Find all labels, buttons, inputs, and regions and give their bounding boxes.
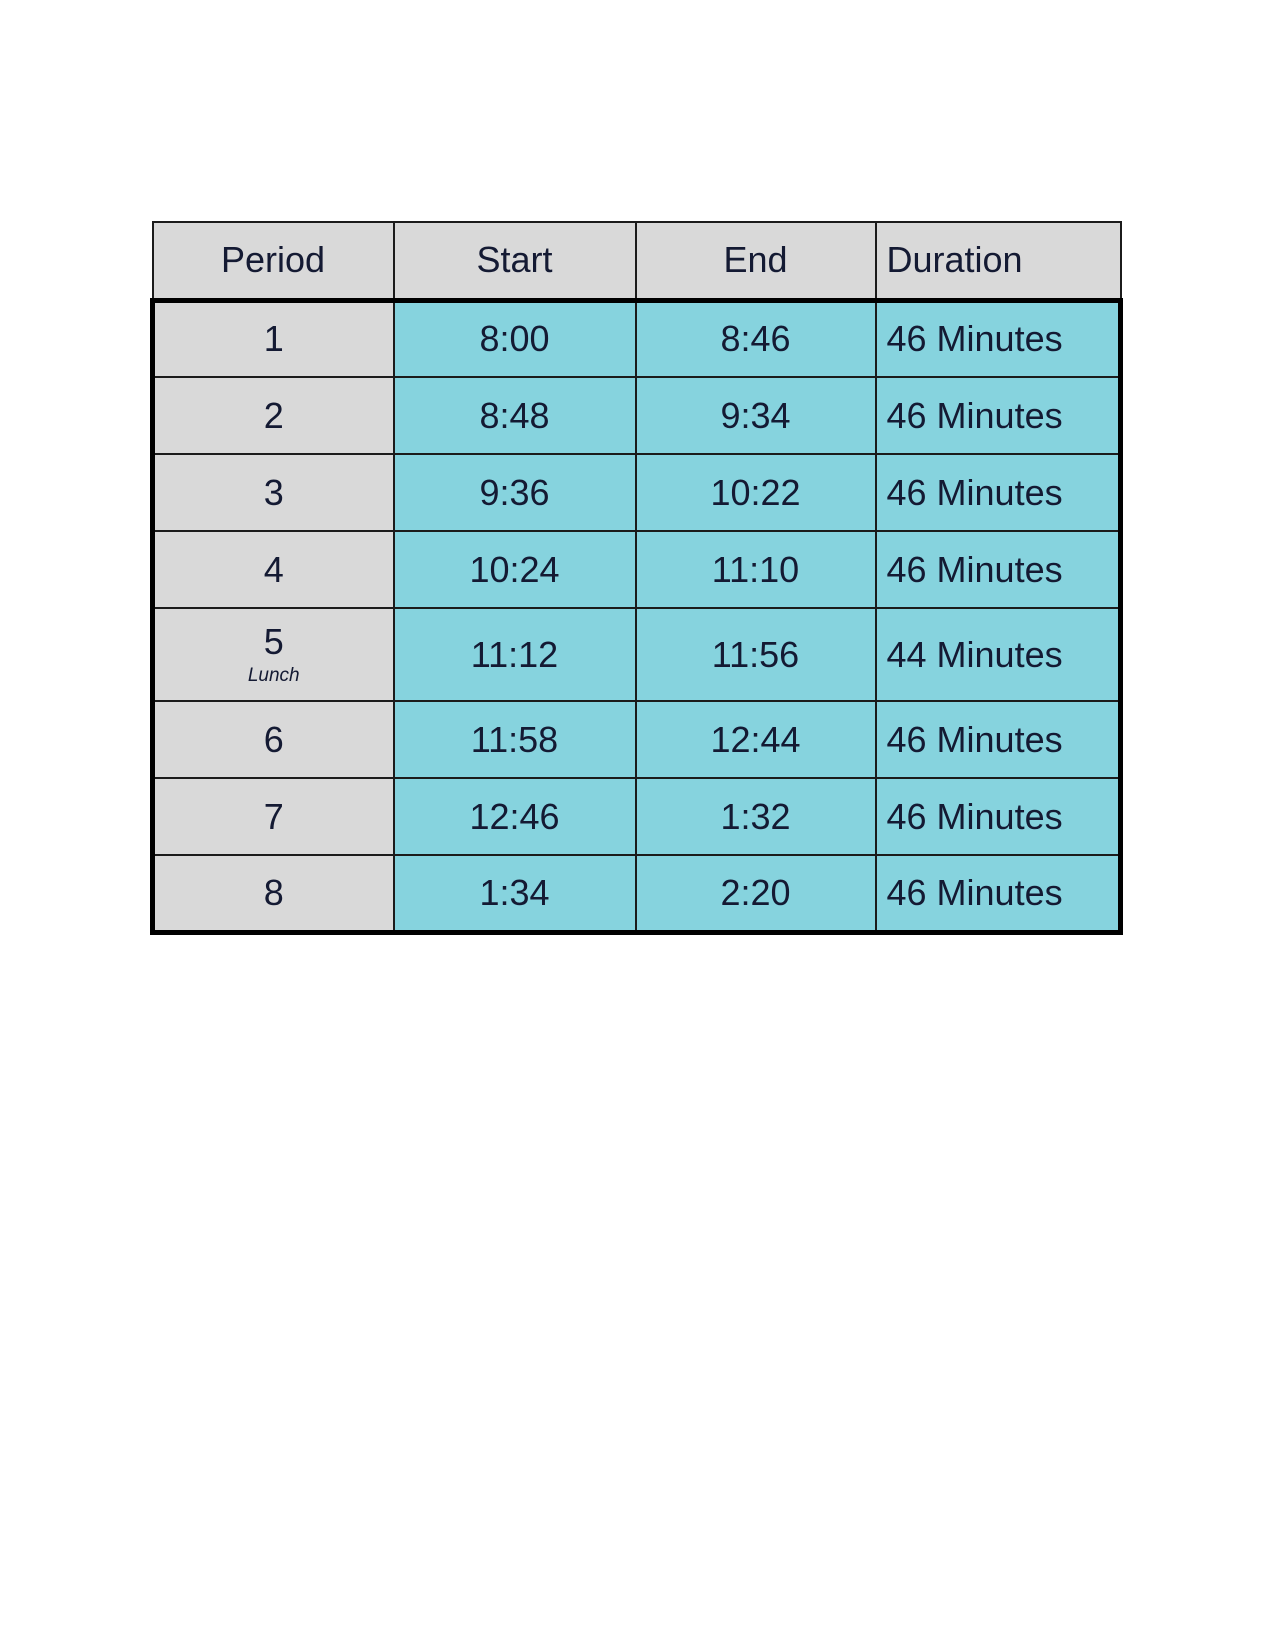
period-number: 4	[263, 548, 284, 590]
start-time-cell: 8:00	[394, 300, 636, 377]
end-time-cell: 12:44	[636, 701, 876, 778]
period-cell	[153, 531, 394, 608]
header-end: End	[636, 222, 876, 300]
start-time-cell: 11:58	[394, 701, 636, 778]
table-row	[153, 608, 1121, 701]
duration-cell: 46 Minutes	[876, 300, 1121, 377]
period-cell	[153, 454, 394, 531]
end-time-cell: 10:22	[636, 454, 876, 531]
start-time-cell: 1:34	[394, 855, 636, 932]
period-cell	[153, 855, 394, 932]
end-time-cell: 11:10	[636, 531, 876, 608]
end-time-cell: 11:56	[636, 608, 876, 701]
period-number: 5	[263, 621, 284, 662]
duration-cell: 46 Minutes	[876, 855, 1121, 932]
start-time-cell: 9:36	[394, 454, 636, 531]
period-number: 2	[263, 394, 284, 436]
period-cell	[153, 778, 394, 855]
duration-cell: 46 Minutes	[876, 778, 1121, 855]
header-duration: Duration	[876, 222, 1121, 300]
duration-cell: 46 Minutes	[876, 531, 1121, 608]
header-start: Start	[394, 222, 636, 300]
header-period: Period	[153, 222, 394, 300]
period-number: 7	[263, 795, 284, 837]
period-number: 6	[263, 718, 284, 760]
start-time-cell: 8:48	[394, 377, 636, 454]
start-time-cell: 11:12	[394, 608, 636, 701]
table-row	[153, 377, 1121, 454]
duration-cell: 44 Minutes	[876, 608, 1121, 701]
table-row	[153, 855, 1121, 932]
period-cell	[153, 608, 394, 701]
end-time-cell: 1:32	[636, 778, 876, 855]
duration-cell: 46 Minutes	[876, 701, 1121, 778]
period-number: 8	[263, 871, 284, 913]
bell-schedule	[150, 221, 1118, 935]
table-row	[153, 300, 1121, 377]
period-number: 3	[263, 471, 284, 513]
schedule-table	[150, 221, 1123, 935]
period-note: Lunch	[247, 665, 300, 686]
schedule-body	[153, 300, 1121, 932]
table-row	[153, 454, 1121, 531]
duration-cell: 46 Minutes	[876, 377, 1121, 454]
table-row	[153, 701, 1121, 778]
start-time-cell: 10:24	[394, 531, 636, 608]
period-cell	[153, 300, 394, 377]
end-time-cell: 2:20	[636, 855, 876, 932]
period-cell	[153, 377, 394, 454]
end-time-cell: 9:34	[636, 377, 876, 454]
table-row	[153, 531, 1121, 608]
period-cell	[153, 701, 394, 778]
duration-cell: 46 Minutes	[876, 454, 1121, 531]
period-number: 1	[263, 318, 284, 360]
end-time-cell: 8:46	[636, 300, 876, 377]
table-row	[153, 778, 1121, 855]
start-time-cell: 12:46	[394, 778, 636, 855]
header-row	[153, 222, 1121, 300]
